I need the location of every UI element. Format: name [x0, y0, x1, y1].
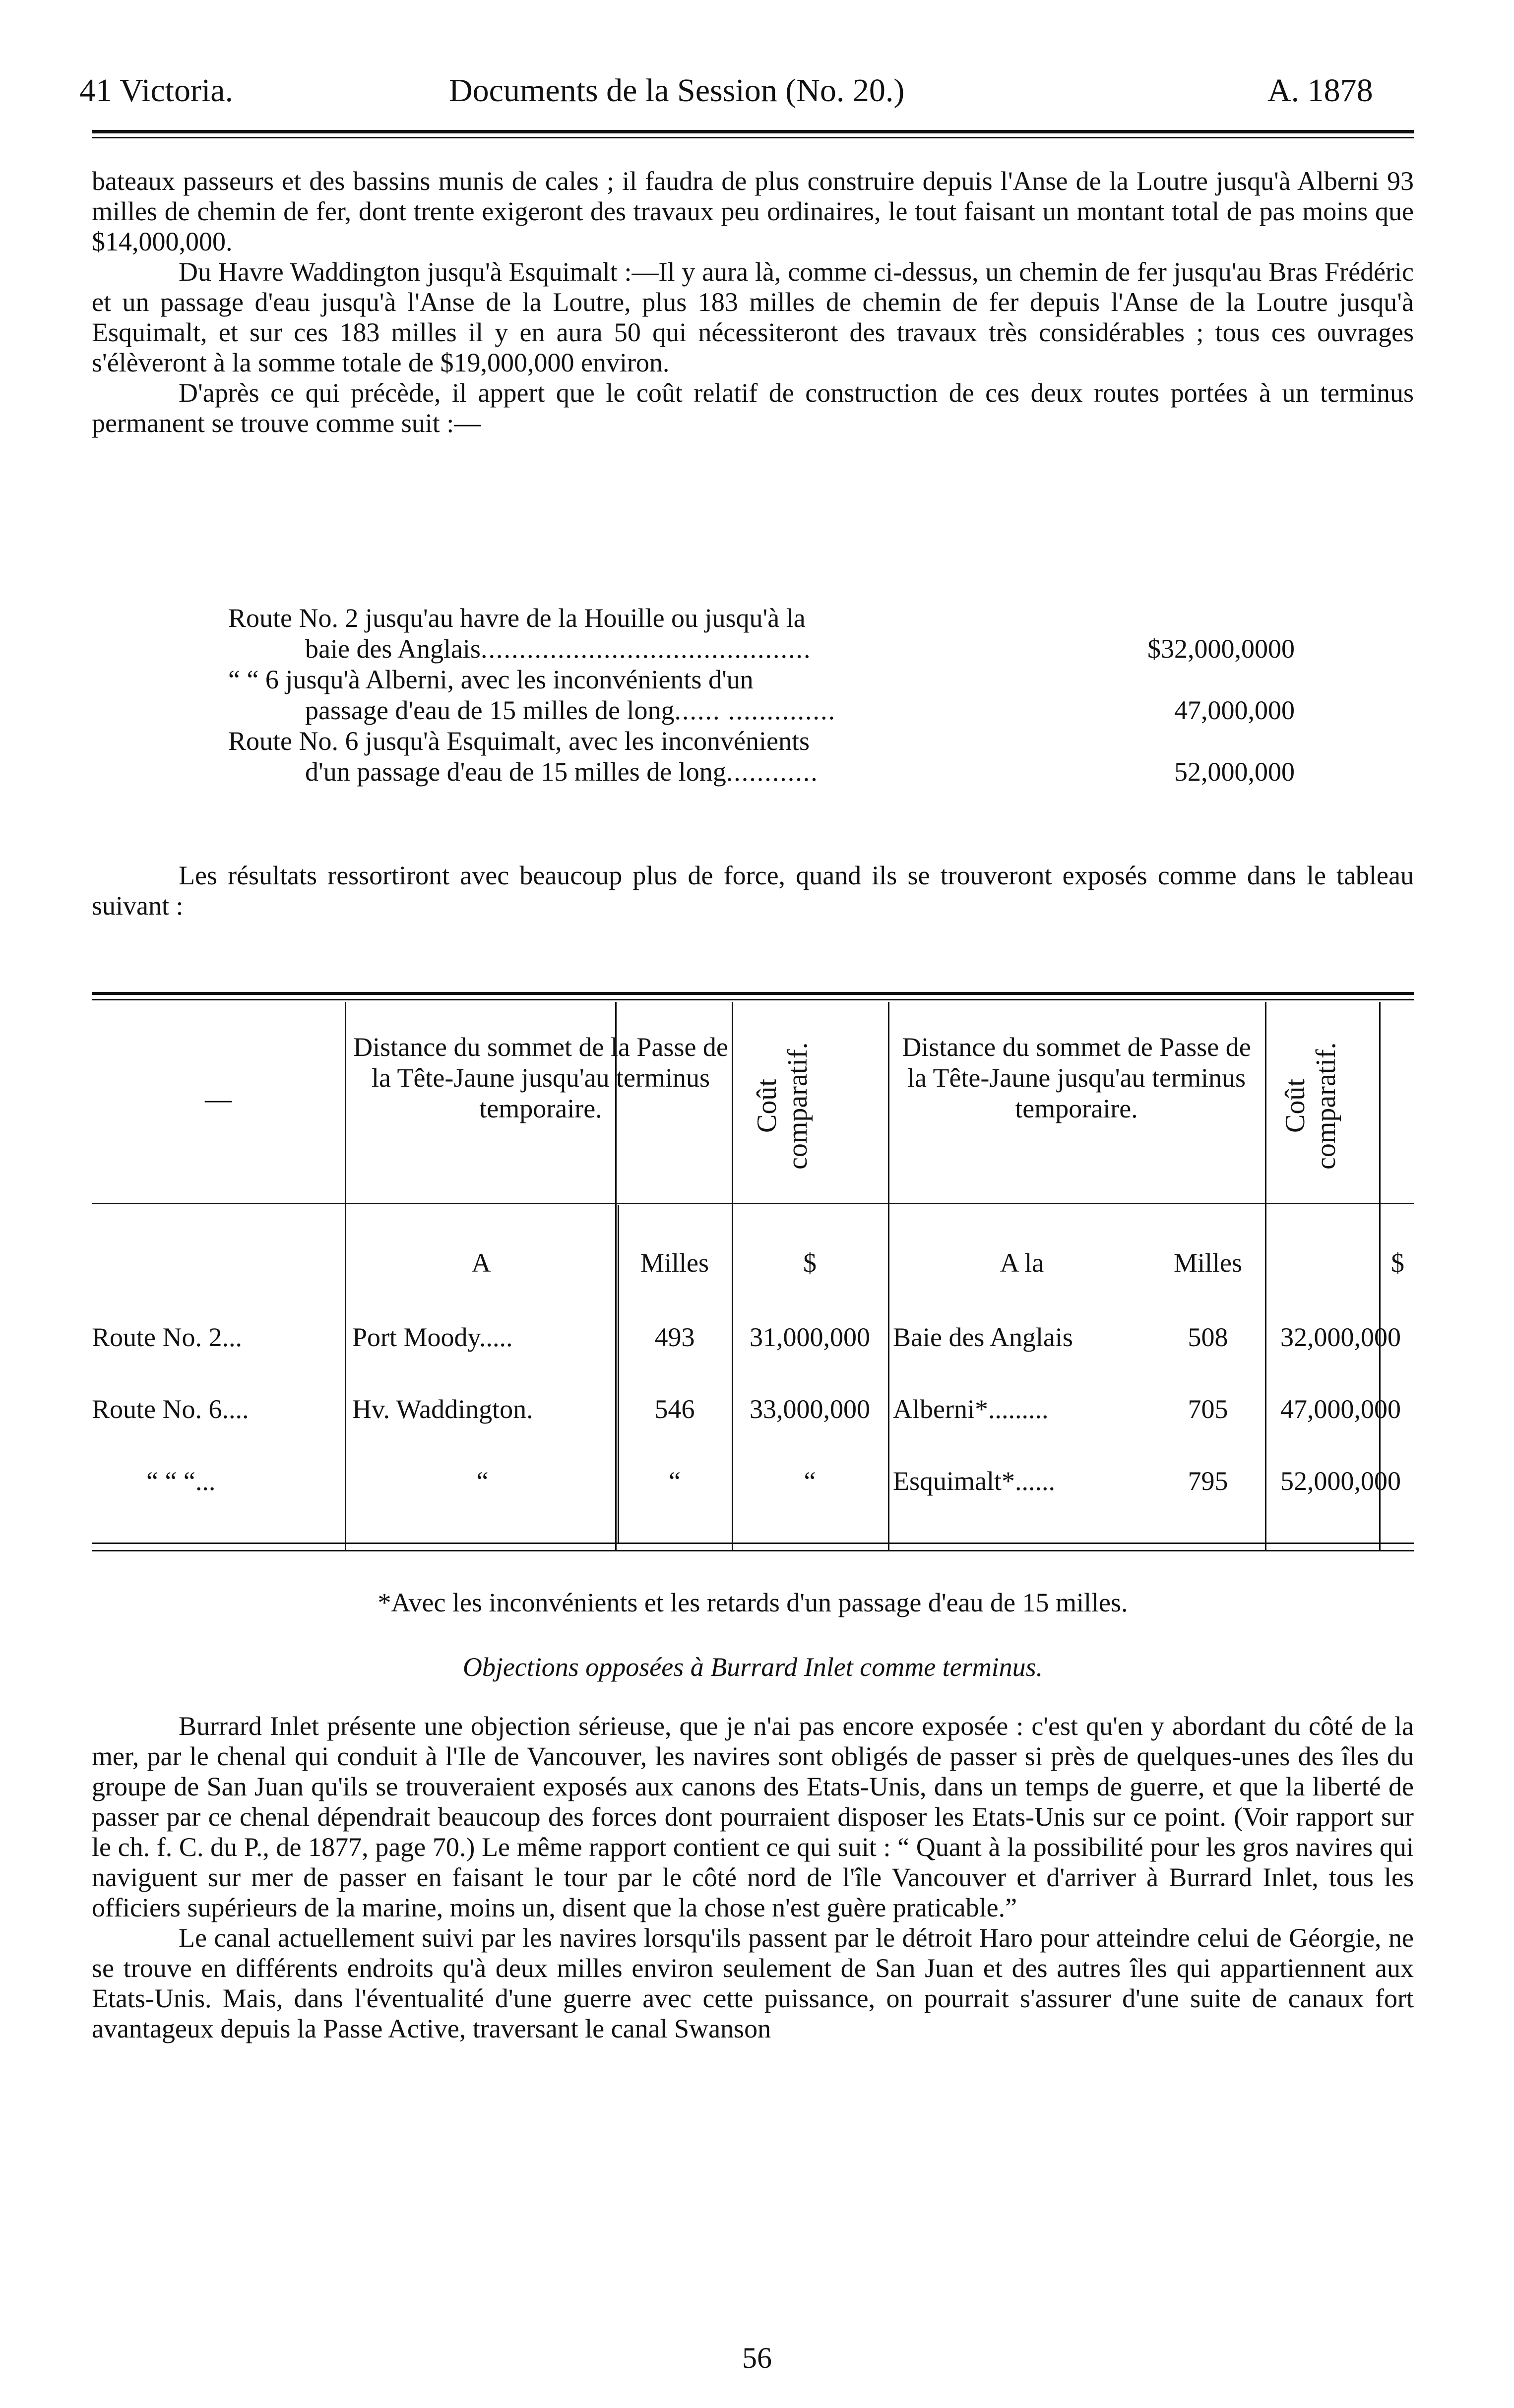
paragraph-6: Le canal actuellement suivi par les navires lorsqu'ils passent par le détroit Haro pour atteindre celui de Géorgie, ne se trouve en différents endroits qu'à deux milles environ seulement de San Juan et des autres îles qui appartiennent aux Etats-Unis. Mais, dans l'éventualité d'une guerre avec cette puissance, on pourrait s'assurer d'une suite de canaux fort avantageux depuis la Passe Active, traversant le canal Swanson	[92, 1923, 1414, 2043]
cost-item	[228, 664, 1295, 726]
header-rule-thin	[92, 137, 1414, 138]
header-year: A. 1878	[1267, 72, 1373, 109]
table-row-cost-1: 31,000,000	[750, 1322, 870, 1352]
cost-list	[228, 603, 1295, 787]
table-corner: —	[205, 1084, 232, 1114]
table-rule-bottom-thin	[92, 1550, 1414, 1551]
leader-dots: ...........................................	[480, 634, 812, 664]
cost-item-line2: passage d'eau de 15 milles de long	[305, 695, 675, 725]
table-row-cost-2: 47,000,000	[1280, 1394, 1401, 1424]
leader-dots: ...... ..............	[674, 695, 836, 725]
section-subheading: Objections opposées à Burrard Inlet comme terminus.	[462, 1652, 1043, 1682]
cost-item-line2: baie des Anglais	[305, 634, 481, 664]
cost-item-line1: “ “ 6 jusqu'à Alberni, avec les inconvénients d'un	[228, 665, 754, 694]
table-row-dest-1: Hv. Waddington.	[352, 1394, 533, 1424]
table-divider-miles	[618, 1205, 619, 1543]
table-rule-top	[92, 992, 1414, 995]
cost-item-value: 52,000,000	[1174, 757, 1295, 787]
table-header-cost-1: Coût comparatif.	[752, 1042, 813, 1170]
table-sub-miles-1: Milles	[640, 1248, 709, 1278]
header-rule-thick	[92, 130, 1414, 133]
table-row-cost-2: 32,000,000	[1280, 1322, 1401, 1352]
table-row-dest-1: “	[476, 1466, 489, 1496]
table-row-dest-1: Port Moody.....	[352, 1322, 513, 1352]
header-session: 41 Victoria.	[79, 72, 234, 109]
table-row-miles-2: 705	[1188, 1394, 1228, 1424]
table-divider	[345, 1002, 346, 1550]
table-row-miles-2: 508	[1188, 1322, 1228, 1352]
table-row-dest-2: Baie des Anglais	[893, 1322, 1073, 1352]
body-text-table-intro	[92, 861, 1414, 921]
table-row-route: Route No. 2...	[92, 1322, 242, 1352]
cost-item	[228, 603, 1295, 664]
paragraph-4: Les résultats ressortiront avec beaucoup plus de force, quand ils se trouveront exposés comme dans le tableau suivant :	[92, 861, 1414, 921]
table-row-miles-1: 493	[654, 1322, 695, 1352]
cost-item-value: $32,000,0000	[1147, 634, 1295, 664]
cost-item	[228, 726, 1295, 787]
table-header-cost-2: Coût comparatif.	[1280, 1042, 1341, 1170]
table-sub-dollar-2: $	[1391, 1248, 1404, 1278]
table-sub-dollar-1: $	[803, 1248, 817, 1278]
table-row-route: “ “ “...	[146, 1466, 216, 1496]
table-divider	[732, 1002, 733, 1550]
paragraph-1: bateaux passeurs et des bassins munis de cales ; il faudra de plus construire depuis l'Anse de la Loutre jusqu'à Alberni 93 milles de chemin de fer, dont trente exigeront des travaux peu ordinaires, le tout faisant un montant total de pas moins que $14,000,000.	[92, 166, 1414, 256]
cost-item-value: 47,000,000	[1174, 695, 1295, 725]
table-divider	[888, 1002, 889, 1550]
page-number: 56	[742, 2342, 772, 2374]
table-divider	[1265, 1002, 1266, 1550]
table-row-miles-2: 795	[1188, 1466, 1228, 1496]
table-sub-a-la: A la	[1000, 1248, 1044, 1278]
table-row-cost-1: 33,000,000	[750, 1394, 870, 1424]
table-row-route: Route No. 6....	[92, 1394, 249, 1424]
table-sub-a: A	[471, 1248, 491, 1278]
comparison-table	[92, 992, 1414, 1562]
cost-item-line1: Route No. 6 jusqu'à Esquimalt, avec les inconvénients	[228, 726, 810, 756]
table-row-miles-1: “	[669, 1466, 681, 1496]
paragraph-2: Du Havre Waddington jusqu'à Esquimalt :—Il y aura là, comme ci-dessus, un chemin de fer jusqu'au Bras Frédéric et un passage d'eau jusqu'à l'Anse de la Loutre, plus 183 milles de chemin de fer depuis l'Anse de la Loutre jusqu'à Esquimalt, et sur ces 183 milles il y en aura 50 qui nécessiteront des travaux très considérables ; tous ces ouvrages s'élèveront à la somme totale de $19,000,000 environ.	[92, 257, 1414, 377]
table-row-dest-2: Esquimalt*......	[893, 1466, 1055, 1496]
table-rule-top-thin	[92, 999, 1414, 1000]
leader-dots: ............	[726, 757, 819, 787]
table-row-dest-2: Alberni*.........	[893, 1394, 1049, 1424]
table-rule-header	[92, 1203, 1414, 1204]
cost-item-line2: d'un passage d'eau de 15 milles de long	[305, 757, 726, 787]
header-title: Documents de la Session (No. 20.)	[449, 72, 905, 109]
table-row-cost-1: “	[804, 1466, 816, 1496]
table-footnote: *Avec les inconvénients et les retards d'un passage d'eau de 15 milles.	[378, 1588, 1128, 1617]
body-text-bottom	[92, 1711, 1414, 2044]
table-row-miles-1: 546	[654, 1394, 695, 1424]
table-rule-bottom	[92, 1543, 1414, 1544]
paragraph-3: D'après ce qui précède, il appert que le coût relatif de construction de ces deux routes portées à un terminus permanent se trouve comme suit :—	[92, 378, 1414, 438]
cost-item-line1: Route No. 2 jusqu'au havre de la Houille ou jusqu'à la	[228, 603, 806, 633]
paragraph-5: Burrard Inlet présente une objection sérieuse, que je n'ai pas encore exposée : c'est qu'en y abordant du côté de la mer, par le chenal qui conduit à l'Ile de Vancouver, les navires sont obligés de passer si près de quelques-unes des îles du groupe de San Juan qu'ils se trouveraient exposés aux canons des Etats-Unis, dans un temps de guerre, et que la liberté de passer par ce chenal dépendrait beaucoup des forces dont pourraient disposer les Etats-Unis sur ce point. (Voir rapport sur le ch. f. C. du P., de 1877, page 70.) Le même rapport contient ce qui suit : “ Quant à la possibilité pour les gros navires qui naviguent sur mer de passer en faisant le tour par le côté nord de l'île Vancouver et d'arriver à Burrard Inlet, tous les officiers supérieurs de la marine, moins un, disent que la chose n'est guère praticable.”	[92, 1711, 1414, 1922]
table-sub-miles-2: Milles	[1173, 1248, 1242, 1278]
table-header-distance-1: Distance du sommet de la Passe de la Tête-Jaune jusqu'au terminus temporaire.	[353, 1032, 728, 1123]
table-row-cost-2: 52,000,000	[1280, 1466, 1401, 1496]
table-header-distance-2: Distance du sommet de Passe de la Tête-Jaune jusqu'au terminus temporaire.	[902, 1032, 1251, 1123]
body-text-top	[92, 166, 1414, 438]
